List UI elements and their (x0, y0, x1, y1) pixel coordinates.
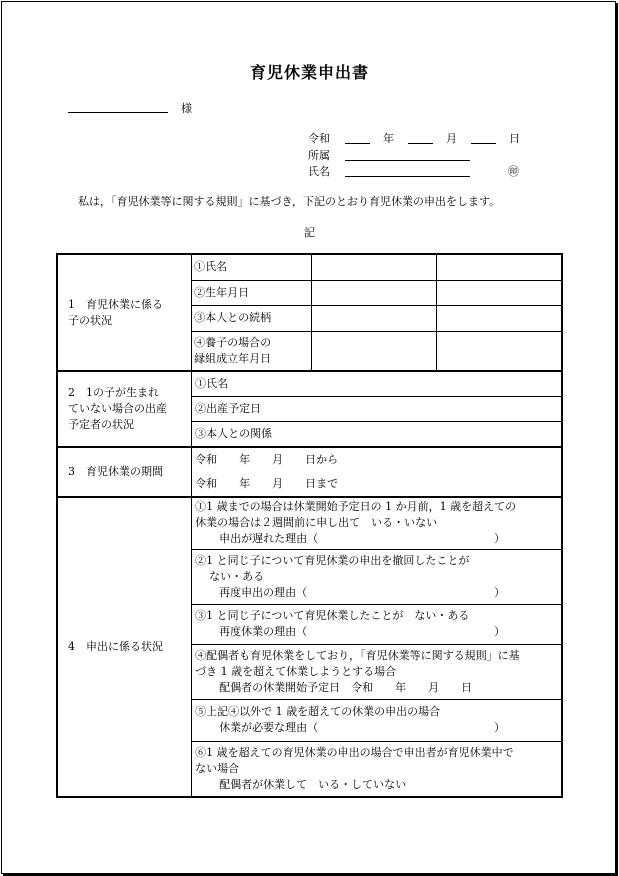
s1-name-col1[interactable] (312, 254, 437, 280)
s1-adoption-col2[interactable] (437, 331, 562, 371)
s1-item-adoption: ④養子の場合の 縁組成立年月日 (192, 331, 312, 371)
affiliation-label: 所属 (308, 149, 330, 162)
s2-item-due-date[interactable]: ②出産予定日 (192, 396, 562, 421)
s1-item-relation: ③本人との続柄 (192, 305, 312, 331)
section3-heading: 3 育児休業の期間 (57, 447, 192, 497)
date-month-field[interactable] (408, 143, 433, 144)
date-day-label: 日 (509, 132, 520, 145)
s3-period[interactable] (192, 447, 562, 497)
s1-relation-col1[interactable] (312, 305, 437, 331)
date-year-field[interactable] (345, 143, 370, 144)
s3-to: 令和 年 月 日まで (195, 477, 339, 490)
s4-row5[interactable]: ⑤上記④以外で 1 歳を超えての休業の申出の場合 休業が必要な理由（ ） (192, 699, 562, 741)
seal-mark: ㊞ (508, 165, 519, 178)
s3-from: 令和 年 月 日から (195, 453, 339, 466)
section1-heading: 1 育児休業に係る 子の状況 (57, 254, 192, 371)
addressee-field[interactable] (68, 112, 168, 113)
date-day-field[interactable] (471, 143, 496, 144)
s2-item-name[interactable]: ①氏名 (192, 371, 562, 396)
section4-heading: 4 申出に係る状況 (57, 497, 192, 797)
s1-name-col2[interactable] (437, 254, 562, 280)
section2-heading: 2 1の子が生まれ ていない場合の出産 予定者の状況 (57, 371, 192, 447)
affiliation-field[interactable] (345, 160, 470, 161)
s1-birthdate-col1[interactable] (312, 280, 437, 305)
intro-text: 私は，「育児休業等に関する規則」に基づき，下記のとおり育児休業の申出をします。 (78, 195, 501, 208)
s2-item-relation[interactable]: ③本人との関係 (192, 421, 562, 447)
s4-row4[interactable]: ④配偶者も育児休業をしており，「育児休業等に関する規則」に基 づき 1 歳を超えて休業しようとする場合 配偶者の休業開始予定日 令和 年 月 日 (192, 644, 562, 699)
s1-item-name: ①氏名 (192, 254, 312, 280)
s1-item-birthdate: ②生年月日 (192, 280, 312, 305)
s4-row3[interactable]: ③1 と同じ子について育児休業したことが ない・ある 再度休業の理由（ ） (192, 604, 562, 644)
s4-row1[interactable]: ①1 歳までの場合は休業開始予定日の 1 か月前，1 歳を超えての 休業の場合は２週間前に申し出て いる・いない 申出が遅れた理由（ ） (192, 497, 562, 549)
date-year-label: 年 (383, 132, 394, 145)
name-label: 氏名 (308, 165, 330, 178)
page-title: 育児休業申出書 (249, 63, 369, 82)
date-era: 令和 (308, 132, 330, 145)
s4-row6[interactable]: ⑥1 歳を超えての育児休業の申出の場合で申出者が育児休業中で ない場合 配偶者が休業して いる・していない (192, 741, 562, 797)
s1-adoption-col1[interactable] (312, 331, 437, 371)
s1-relation-col2[interactable] (437, 305, 562, 331)
date-month-label: 月 (446, 132, 457, 145)
ki-heading: 記 (304, 226, 315, 239)
s1-birthdate-col2[interactable] (437, 280, 562, 305)
addressee-suffix: 様 (181, 102, 192, 115)
s4-row2[interactable]: ②1 と同じ子について育児休業の申出を撤回したことが ない・ある 再度申出の理由（ ） (192, 549, 562, 604)
application-table (56, 253, 563, 798)
name-field[interactable] (345, 176, 470, 177)
